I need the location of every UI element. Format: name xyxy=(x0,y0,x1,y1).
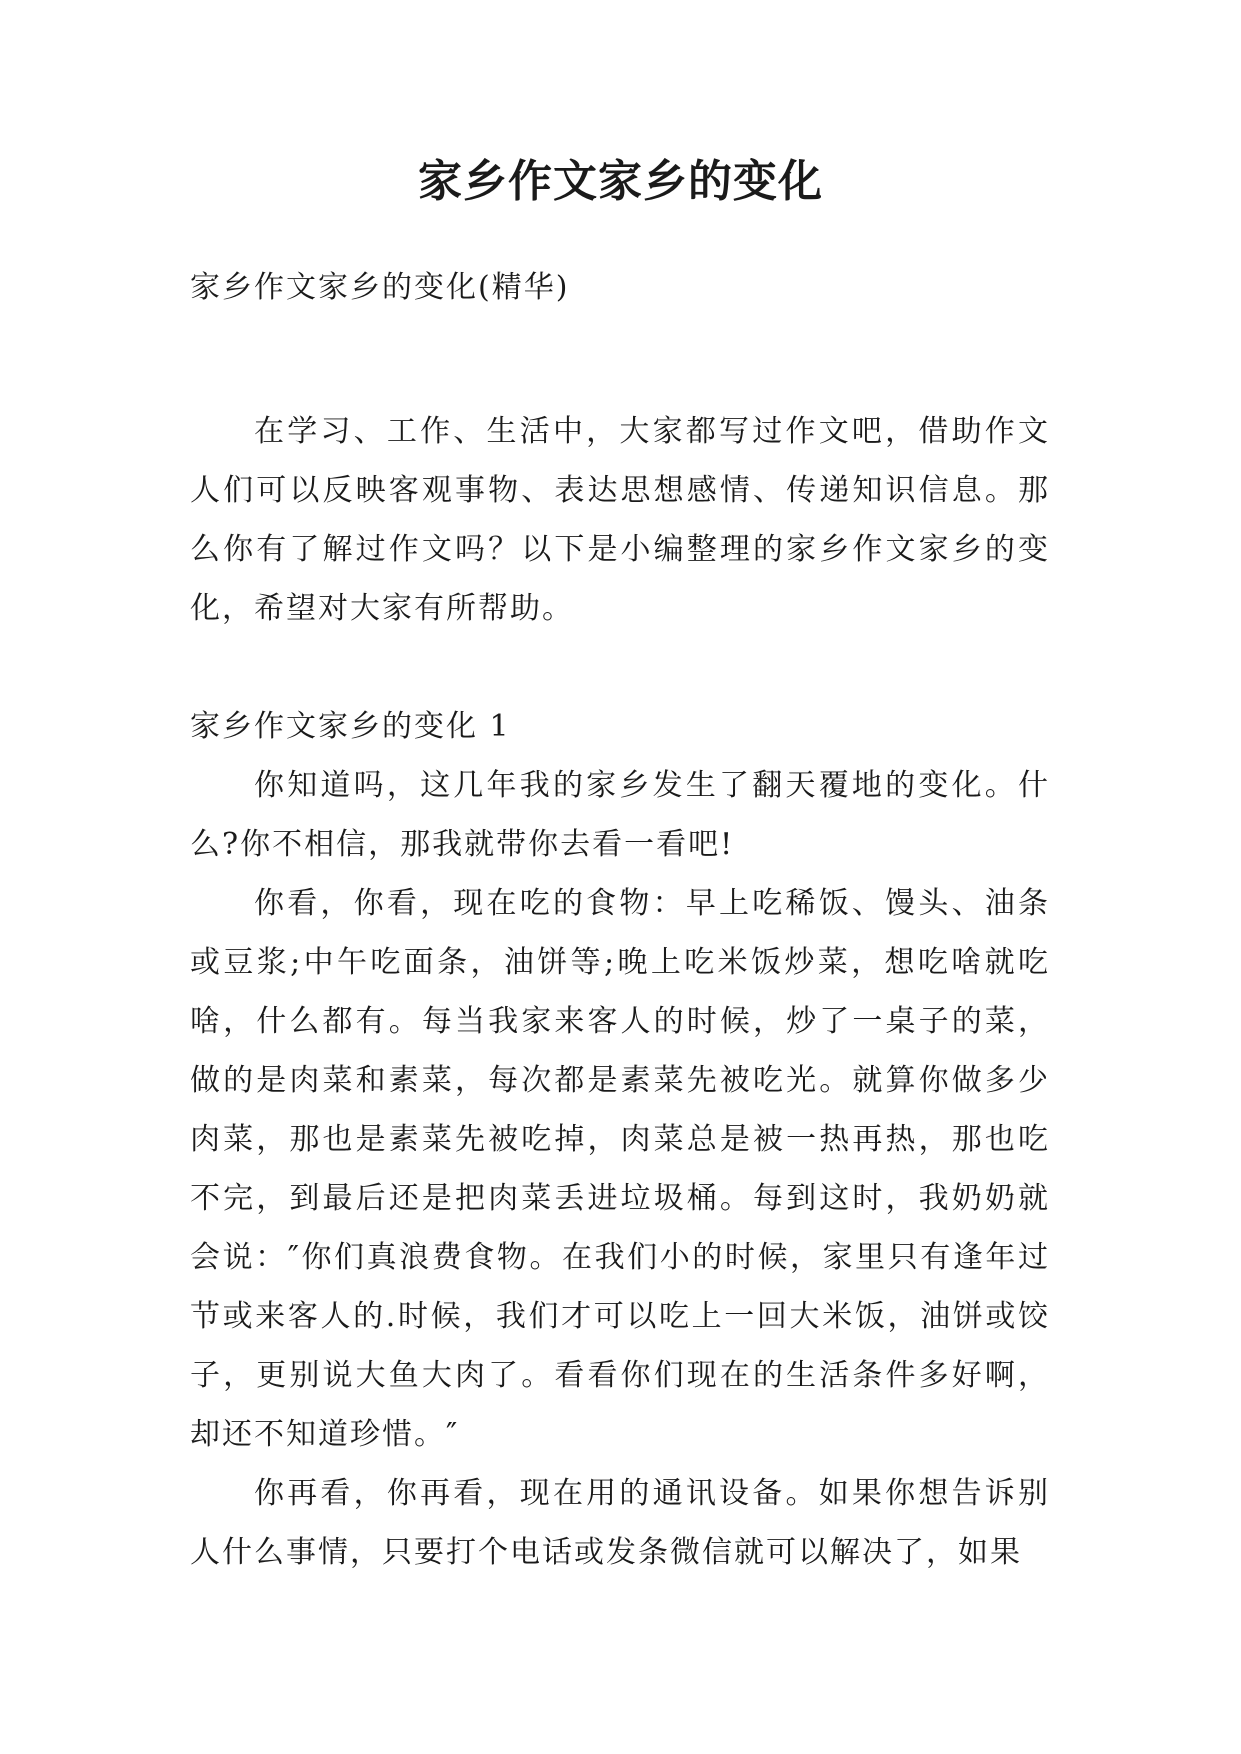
essay-paragraph-1: 你知道吗，这几年我的家乡发生了翻天覆地的变化。什么?你不相信，那我就带你去看一看吧! xyxy=(190,768,1050,862)
essay-paragraph-2: 你看，你看，现在吃的食物：早上吃稀饭、馒头、油条或豆浆;中午吃面条，油饼等;晚上吃米饭炒菜，想吃啥就吃啥，什么都有。每当我家来客人的时候，炒了一桌子的菜，做的是肉菜和素菜，每次都是素菜先被吃光。就算你做多少肉菜，那也是素菜先被吃掉，肉菜总是被一热再热，那也吃不完，到最后还是把肉菜丢进垃圾桶。每到这时，我奶奶就会说：″你们真浪费食物。在我们小的时候，家里只有逢年过节或来客人的.时候，我们才可以吃上一回大米饭，油饼或饺子，更别说大鱼大肉了。看看你们现在的生活条件多好啊，却还不知道珍惜。″ xyxy=(190,886,1050,1452)
document-title: 家乡作文家乡的变化 xyxy=(418,156,823,207)
essay-body xyxy=(190,756,1050,1582)
document-subtitle: 家乡作文家乡的变化(精华) xyxy=(190,270,570,305)
intro-paragraph: 在学习、工作、生活中，大家都写过作文吧，借助作文人们可以反映客观事物、表达思想感情、传递知识信息。那么你有了解过作文吗？以下是小编整理的家乡作文家乡的变化，希望对大家有所帮助。 xyxy=(190,414,1050,626)
section-heading: 家乡作文家乡的变化 1 xyxy=(190,709,511,744)
essay-paragraph-3: 你再看，你再看，现在用的通讯设备。如果你想告诉别人什么事情，只要打个电话或发条微信就可以解决了，如果 xyxy=(190,1476,1050,1570)
